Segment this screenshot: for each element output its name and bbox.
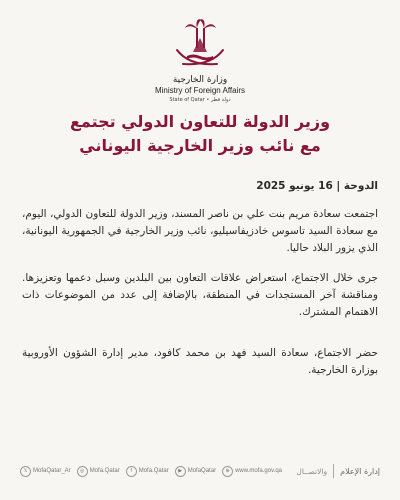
department-name xyxy=(296,464,380,478)
web-icon: ⊕ xyxy=(222,466,233,477)
x-icon: 𝕏 xyxy=(20,466,31,477)
paragraph-text: اجتمعت سعادة مريم بنت علي بن ناصر المسند، وزير الدولة للتعاون الدولي، اليوم، مع سعادة السيد تاسوس خادزيفاسيليو، نائب وزير الخارجية في الجمهورية اليونانية، الذي يزور البلاد حاليا. xyxy=(22,208,378,254)
social-handle: MofaQatar_Ar xyxy=(33,468,71,474)
ministry-name-english: Ministry of Foreign Affairs xyxy=(154,86,246,95)
headline xyxy=(20,110,380,158)
qatar-emblem-icon xyxy=(165,14,235,74)
paragraph-text: جرى خلال الاجتماع، استعراض علاقات التعاون بين البلدين وسبل دعمها وتعزيزها. ومناقشة آخر المستجدات في المنطقة، بالإضافة إلى عدد من الموضوعات ذات الاهتمام المشترك. xyxy=(22,272,378,318)
facebook-icon: f xyxy=(126,466,137,477)
footer xyxy=(20,464,380,478)
headline-line-1: وزير الدولة للتعاون الدولي تجتمع xyxy=(69,112,331,131)
social-handle: Mofa.Qatar xyxy=(138,468,169,474)
social-link-facebook[interactable] xyxy=(126,466,169,477)
body-paragraph xyxy=(22,270,378,321)
youtube-icon: ▶ xyxy=(175,466,186,477)
divider xyxy=(333,464,334,478)
department-main: إدارة الإعلام xyxy=(340,466,380,476)
social-link-x[interactable] xyxy=(20,466,71,477)
social-link-instagram[interactable] xyxy=(77,466,120,477)
social-handle: Mofa.Qatar xyxy=(89,468,120,474)
headline-line-2: مع نائب وزير الخارجية اليوناني xyxy=(79,136,321,155)
paragraph-text: حضر الاجتماع، سعادة السيد فهد بن محمد كافود، مدير إدارة الشؤون الأوروبية بوزارة الخارجية. xyxy=(22,347,378,376)
instagram-icon: ◎ xyxy=(77,466,88,477)
body-paragraph xyxy=(22,345,378,379)
department-sub: والاتصــال xyxy=(296,466,328,476)
social-link-youtube[interactable] xyxy=(175,466,216,477)
social-link-website[interactable] xyxy=(222,466,282,477)
ministry-name-arabic: وزارة الخارجية xyxy=(172,75,228,85)
state-of-qatar-line: State of Qatar • دولة قطر xyxy=(169,97,231,103)
body-paragraph xyxy=(22,206,378,257)
social-handle: MofaQatar xyxy=(187,468,217,474)
social-links xyxy=(20,466,282,477)
dateline: الدوحة | 16 يونيو 2025 xyxy=(256,180,378,192)
ministry-logo xyxy=(0,14,400,104)
social-handle: www.mofa.gov.qa xyxy=(235,468,282,474)
